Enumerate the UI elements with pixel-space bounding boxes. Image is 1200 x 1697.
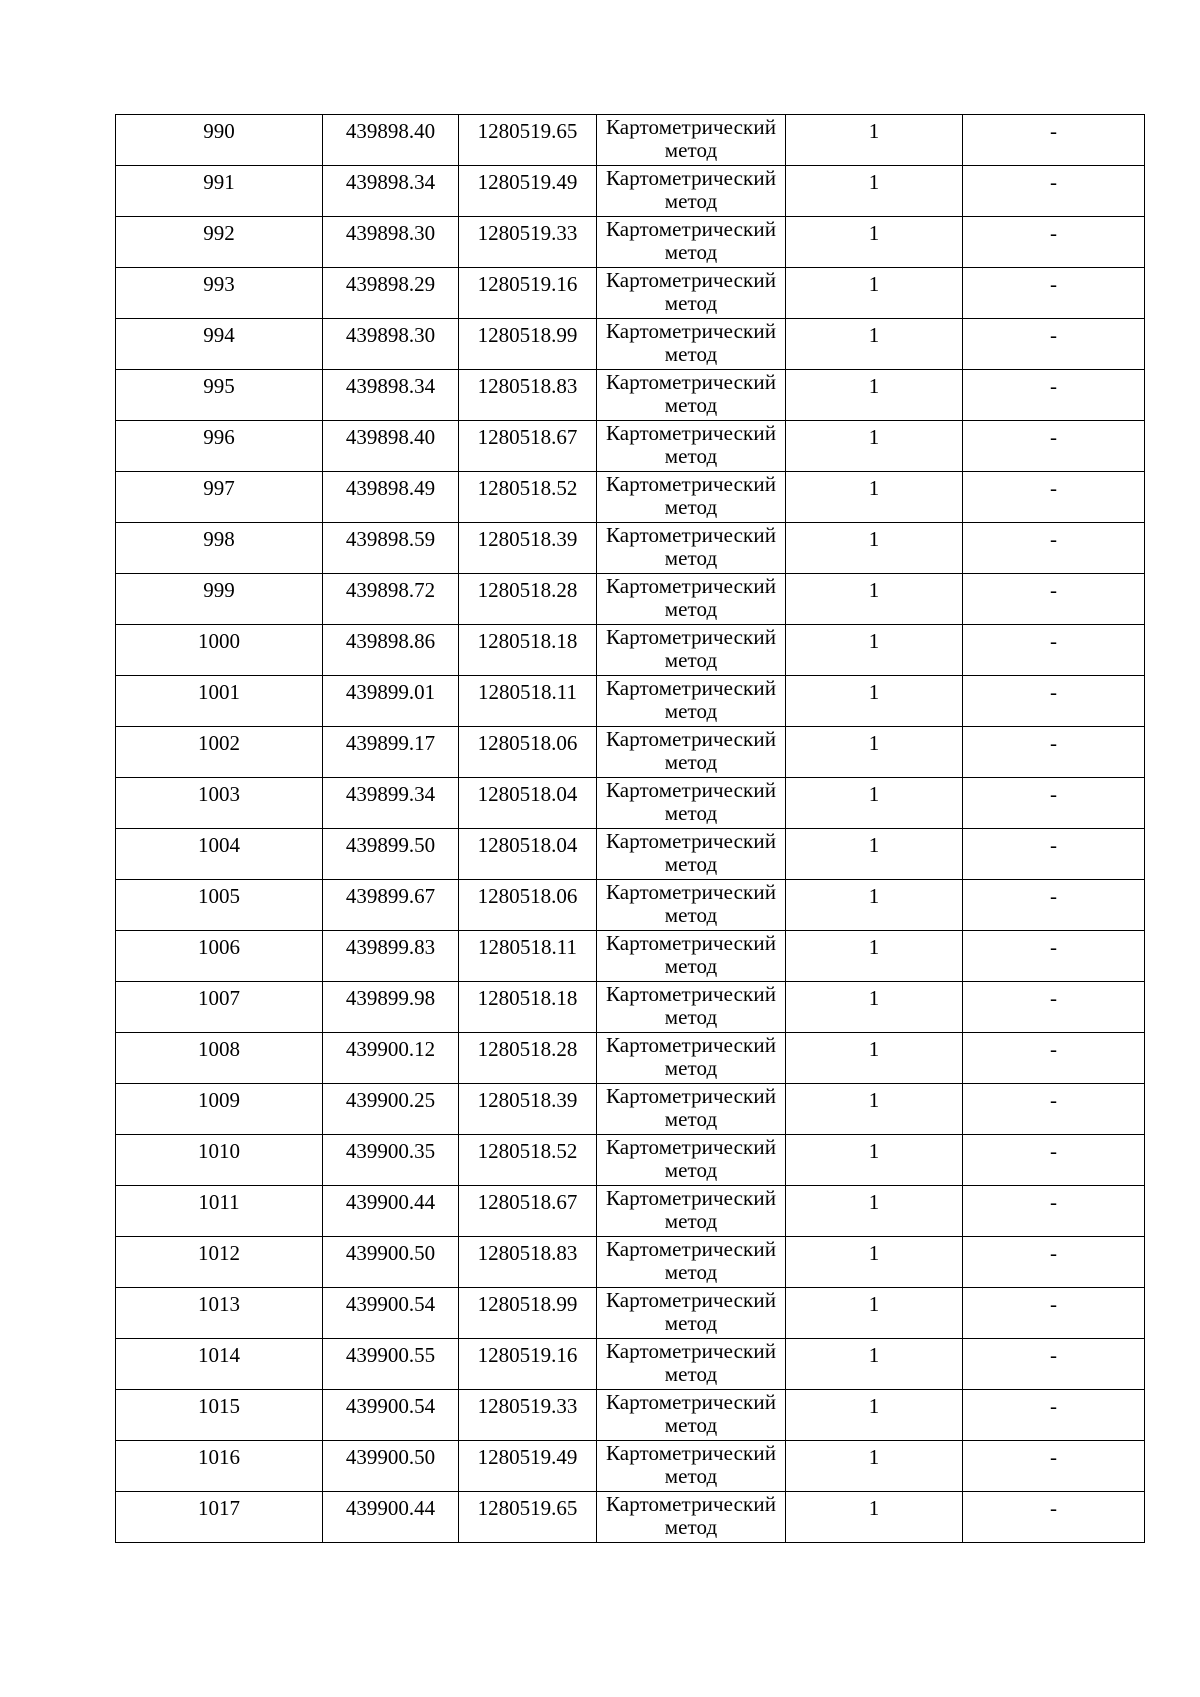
accuracy-cell: 1: [786, 421, 963, 472]
description-cell: -: [963, 1339, 1145, 1390]
x-coordinate-cell: 439900.54: [323, 1390, 459, 1441]
y-coordinate-cell: 1280518.04: [459, 778, 597, 829]
y-coordinate-cell: 1280519.16: [459, 268, 597, 319]
point-number-cell: 1010: [116, 1135, 323, 1186]
x-coordinate-cell: 439898.49: [323, 472, 459, 523]
accuracy-cell: 1: [786, 829, 963, 880]
table-row: [116, 1237, 1145, 1288]
point-number-cell: 990: [116, 115, 323, 166]
point-number-cell: 1004: [116, 829, 323, 880]
description-cell: -: [963, 1237, 1145, 1288]
method-line2: метод: [664, 393, 718, 417]
x-coordinate-cell: 439900.50: [323, 1441, 459, 1492]
y-coordinate-cell: 1280518.67: [459, 421, 597, 472]
description-cell: -: [963, 115, 1145, 166]
x-coordinate-cell: 439900.35: [323, 1135, 459, 1186]
y-coordinate-cell: 1280519.49: [459, 1441, 597, 1492]
point-number-cell: 1011: [116, 1186, 323, 1237]
point-number-cell: 1006: [116, 931, 323, 982]
method-line1: Картометрический: [605, 472, 777, 496]
method-line1: Картометрический: [605, 523, 777, 547]
description-cell: -: [963, 166, 1145, 217]
y-coordinate-cell: 1280518.28: [459, 1033, 597, 1084]
method-line1: Картометрический: [605, 982, 777, 1006]
method-cell: [597, 115, 786, 166]
point-number-cell: 1000: [116, 625, 323, 676]
y-coordinate-cell: 1280518.52: [459, 472, 597, 523]
table-row: [116, 1186, 1145, 1237]
method-line2: метод: [664, 189, 718, 213]
accuracy-cell: 1: [786, 166, 963, 217]
point-number-cell: 999: [116, 574, 323, 625]
method-line2: метод: [664, 903, 718, 927]
method-cell: [597, 1441, 786, 1492]
table-row: [116, 217, 1145, 268]
table-row: [116, 778, 1145, 829]
y-coordinate-cell: 1280518.18: [459, 625, 597, 676]
method-cell: [597, 829, 786, 880]
y-coordinate-cell: 1280518.04: [459, 829, 597, 880]
accuracy-cell: 1: [786, 268, 963, 319]
method-line2: метод: [664, 1005, 718, 1029]
accuracy-cell: 1: [786, 1441, 963, 1492]
table-row: [116, 982, 1145, 1033]
method-line1: Картометрический: [605, 931, 777, 955]
y-coordinate-cell: 1280518.99: [459, 1288, 597, 1339]
accuracy-cell: 1: [786, 625, 963, 676]
x-coordinate-cell: 439898.59: [323, 523, 459, 574]
method-line1: Картометрический: [605, 217, 777, 241]
accuracy-cell: 1: [786, 727, 963, 778]
y-coordinate-cell: 1280519.33: [459, 217, 597, 268]
description-cell: -: [963, 625, 1145, 676]
description-cell: -: [963, 421, 1145, 472]
description-cell: -: [963, 1135, 1145, 1186]
y-coordinate-cell: 1280518.06: [459, 727, 597, 778]
point-number-cell: 998: [116, 523, 323, 574]
method-line2: метод: [664, 750, 718, 774]
y-coordinate-cell: 1280519.16: [459, 1339, 597, 1390]
point-number-cell: 1012: [116, 1237, 323, 1288]
accuracy-cell: 1: [786, 982, 963, 1033]
point-number-cell: 1017: [116, 1492, 323, 1543]
table-row: [116, 1033, 1145, 1084]
method-cell: [597, 982, 786, 1033]
method-cell: [597, 1390, 786, 1441]
method-line2: метод: [664, 1107, 718, 1131]
y-coordinate-cell: 1280519.65: [459, 115, 597, 166]
method-line1: Картометрический: [605, 166, 777, 190]
x-coordinate-cell: 439900.55: [323, 1339, 459, 1390]
method-line2: метод: [664, 648, 718, 672]
method-line1: Картометрический: [605, 1033, 777, 1057]
point-number-cell: 995: [116, 370, 323, 421]
method-line2: метод: [664, 1515, 718, 1539]
y-coordinate-cell: 1280518.39: [459, 523, 597, 574]
method-line2: метод: [664, 1209, 718, 1233]
method-line2: метод: [664, 444, 718, 468]
method-line2: метод: [664, 1260, 718, 1284]
x-coordinate-cell: 439900.50: [323, 1237, 459, 1288]
y-coordinate-cell: 1280518.18: [459, 982, 597, 1033]
method-line2: метод: [664, 699, 718, 723]
description-cell: -: [963, 1186, 1145, 1237]
point-number-cell: 1015: [116, 1390, 323, 1441]
table-row: [116, 1492, 1145, 1543]
point-number-cell: 993: [116, 268, 323, 319]
method-cell: [597, 1033, 786, 1084]
method-line1: Картометрический: [605, 1288, 777, 1312]
table-row: [116, 1135, 1145, 1186]
method-cell: [597, 727, 786, 778]
x-coordinate-cell: 439898.72: [323, 574, 459, 625]
accuracy-cell: 1: [786, 1288, 963, 1339]
table-row: [116, 1288, 1145, 1339]
method-line1: Картометрический: [605, 880, 777, 904]
y-coordinate-cell: 1280519.65: [459, 1492, 597, 1543]
coordinates-table-body: [116, 115, 1145, 1543]
x-coordinate-cell: 439898.30: [323, 319, 459, 370]
accuracy-cell: 1: [786, 472, 963, 523]
method-line1: Картометрический: [605, 1390, 777, 1414]
method-line1: Картометрический: [605, 319, 777, 343]
method-line2: метод: [664, 240, 718, 264]
x-coordinate-cell: 439898.29: [323, 268, 459, 319]
method-cell: [597, 1288, 786, 1339]
method-cell: [597, 1135, 786, 1186]
method-line2: метод: [664, 1158, 718, 1182]
method-cell: [597, 931, 786, 982]
method-cell: [597, 625, 786, 676]
y-coordinate-cell: 1280518.67: [459, 1186, 597, 1237]
method-line2: метод: [664, 342, 718, 366]
table-row: [116, 1339, 1145, 1390]
x-coordinate-cell: 439898.34: [323, 370, 459, 421]
description-cell: -: [963, 523, 1145, 574]
method-line1: Картометрический: [605, 1084, 777, 1108]
table-row: [116, 1084, 1145, 1135]
point-number-cell: 992: [116, 217, 323, 268]
description-cell: -: [963, 1441, 1145, 1492]
x-coordinate-cell: 439899.50: [323, 829, 459, 880]
x-coordinate-cell: 439898.30: [323, 217, 459, 268]
description-cell: -: [963, 982, 1145, 1033]
point-number-cell: 1001: [116, 676, 323, 727]
point-number-cell: 1009: [116, 1084, 323, 1135]
y-coordinate-cell: 1280518.11: [459, 676, 597, 727]
x-coordinate-cell: 439898.34: [323, 166, 459, 217]
point-number-cell: 1014: [116, 1339, 323, 1390]
x-coordinate-cell: 439900.54: [323, 1288, 459, 1339]
table-row: [116, 472, 1145, 523]
x-coordinate-cell: 439899.67: [323, 880, 459, 931]
description-cell: -: [963, 574, 1145, 625]
y-coordinate-cell: 1280519.49: [459, 166, 597, 217]
y-coordinate-cell: 1280518.11: [459, 931, 597, 982]
method-cell: [597, 1339, 786, 1390]
accuracy-cell: 1: [786, 1135, 963, 1186]
method-cell: [597, 421, 786, 472]
method-line1: Картометрический: [605, 676, 777, 700]
table-row: [116, 1441, 1145, 1492]
accuracy-cell: 1: [786, 115, 963, 166]
accuracy-cell: 1: [786, 1237, 963, 1288]
y-coordinate-cell: 1280518.99: [459, 319, 597, 370]
method-line2: метод: [664, 1362, 718, 1386]
table-row: [116, 676, 1145, 727]
table-row: [116, 115, 1145, 166]
method-line1: Картометрический: [605, 625, 777, 649]
method-line2: метод: [664, 1311, 718, 1335]
method-line1: Картометрический: [605, 1135, 777, 1159]
accuracy-cell: 1: [786, 574, 963, 625]
method-cell: [597, 166, 786, 217]
table-row: [116, 421, 1145, 472]
x-coordinate-cell: 439898.40: [323, 115, 459, 166]
accuracy-cell: 1: [786, 1339, 963, 1390]
x-coordinate-cell: 439899.01: [323, 676, 459, 727]
method-cell: [597, 268, 786, 319]
description-cell: -: [963, 472, 1145, 523]
method-cell: [597, 319, 786, 370]
description-cell: -: [963, 217, 1145, 268]
method-line2: метод: [664, 1413, 718, 1437]
x-coordinate-cell: 439899.34: [323, 778, 459, 829]
method-cell: [597, 523, 786, 574]
description-cell: -: [963, 931, 1145, 982]
accuracy-cell: 1: [786, 931, 963, 982]
table-row: [116, 268, 1145, 319]
point-number-cell: 1013: [116, 1288, 323, 1339]
method-cell: [597, 574, 786, 625]
method-cell: [597, 1084, 786, 1135]
table-row: [116, 370, 1145, 421]
method-line1: Картометрический: [605, 829, 777, 853]
method-cell: [597, 472, 786, 523]
table-row: [116, 523, 1145, 574]
table-row: [116, 574, 1145, 625]
method-line2: метод: [664, 138, 718, 162]
point-number-cell: 1007: [116, 982, 323, 1033]
accuracy-cell: 1: [786, 1033, 963, 1084]
description-cell: -: [963, 1288, 1145, 1339]
accuracy-cell: 1: [786, 370, 963, 421]
x-coordinate-cell: 439899.98: [323, 982, 459, 1033]
coordinates-table: [115, 114, 1145, 1543]
method-cell: [597, 1492, 786, 1543]
description-cell: -: [963, 880, 1145, 931]
description-cell: -: [963, 1390, 1145, 1441]
method-line2: метод: [664, 852, 718, 876]
method-line1: Картометрический: [605, 370, 777, 394]
accuracy-cell: 1: [786, 1084, 963, 1135]
point-number-cell: 997: [116, 472, 323, 523]
method-line1: Картометрический: [605, 727, 777, 751]
description-cell: -: [963, 370, 1145, 421]
description-cell: -: [963, 778, 1145, 829]
method-cell: [597, 1186, 786, 1237]
method-line2: метод: [664, 1056, 718, 1080]
description-cell: -: [963, 1033, 1145, 1084]
description-cell: -: [963, 268, 1145, 319]
method-line1: Картометрический: [605, 421, 777, 445]
x-coordinate-cell: 439900.44: [323, 1186, 459, 1237]
description-cell: -: [963, 676, 1145, 727]
table-row: [116, 1390, 1145, 1441]
method-cell: [597, 778, 786, 829]
y-coordinate-cell: 1280518.06: [459, 880, 597, 931]
accuracy-cell: 1: [786, 1492, 963, 1543]
x-coordinate-cell: 439898.40: [323, 421, 459, 472]
description-cell: -: [963, 1492, 1145, 1543]
method-line2: метод: [664, 954, 718, 978]
table-row: [116, 625, 1145, 676]
method-line1: Картометрический: [605, 1237, 777, 1261]
method-line1: Картометрический: [605, 574, 777, 598]
table-row: [116, 166, 1145, 217]
description-cell: -: [963, 319, 1145, 370]
point-number-cell: 994: [116, 319, 323, 370]
point-number-cell: 1002: [116, 727, 323, 778]
point-number-cell: 1016: [116, 1441, 323, 1492]
table-row: [116, 829, 1145, 880]
point-number-cell: 1005: [116, 880, 323, 931]
accuracy-cell: 1: [786, 217, 963, 268]
method-line1: Картометрический: [605, 1186, 777, 1210]
y-coordinate-cell: 1280518.83: [459, 1237, 597, 1288]
description-cell: -: [963, 1084, 1145, 1135]
method-line1: Картометрический: [605, 778, 777, 802]
description-cell: -: [963, 727, 1145, 778]
table-row: [116, 880, 1145, 931]
accuracy-cell: 1: [786, 1390, 963, 1441]
y-coordinate-cell: 1280518.39: [459, 1084, 597, 1135]
method-line2: метод: [664, 597, 718, 621]
accuracy-cell: 1: [786, 1186, 963, 1237]
method-line2: метод: [664, 291, 718, 315]
method-line1: Картометрический: [605, 115, 777, 139]
description-cell: -: [963, 829, 1145, 880]
table-row: [116, 727, 1145, 778]
method-line1: Картометрический: [605, 1492, 777, 1516]
x-coordinate-cell: 439898.86: [323, 625, 459, 676]
y-coordinate-cell: 1280518.52: [459, 1135, 597, 1186]
method-cell: [597, 676, 786, 727]
point-number-cell: 1008: [116, 1033, 323, 1084]
accuracy-cell: 1: [786, 880, 963, 931]
point-number-cell: 991: [116, 166, 323, 217]
x-coordinate-cell: 439900.25: [323, 1084, 459, 1135]
method-line1: Картометрический: [605, 268, 777, 292]
point-number-cell: 996: [116, 421, 323, 472]
accuracy-cell: 1: [786, 778, 963, 829]
method-line1: Картометрический: [605, 1339, 777, 1363]
table-row: [116, 931, 1145, 982]
y-coordinate-cell: 1280519.33: [459, 1390, 597, 1441]
method-cell: [597, 1237, 786, 1288]
method-cell: [597, 217, 786, 268]
table-row: [116, 319, 1145, 370]
method-line2: метод: [664, 495, 718, 519]
accuracy-cell: 1: [786, 319, 963, 370]
accuracy-cell: 1: [786, 523, 963, 574]
x-coordinate-cell: 439899.83: [323, 931, 459, 982]
method-line2: метод: [664, 1464, 718, 1488]
y-coordinate-cell: 1280518.83: [459, 370, 597, 421]
method-line2: метод: [664, 801, 718, 825]
x-coordinate-cell: 439899.17: [323, 727, 459, 778]
x-coordinate-cell: 439900.44: [323, 1492, 459, 1543]
point-number-cell: 1003: [116, 778, 323, 829]
x-coordinate-cell: 439900.12: [323, 1033, 459, 1084]
method-line2: метод: [664, 546, 718, 570]
accuracy-cell: 1: [786, 676, 963, 727]
method-line1: Картометрический: [605, 1441, 777, 1465]
method-cell: [597, 370, 786, 421]
method-cell: [597, 880, 786, 931]
y-coordinate-cell: 1280518.28: [459, 574, 597, 625]
